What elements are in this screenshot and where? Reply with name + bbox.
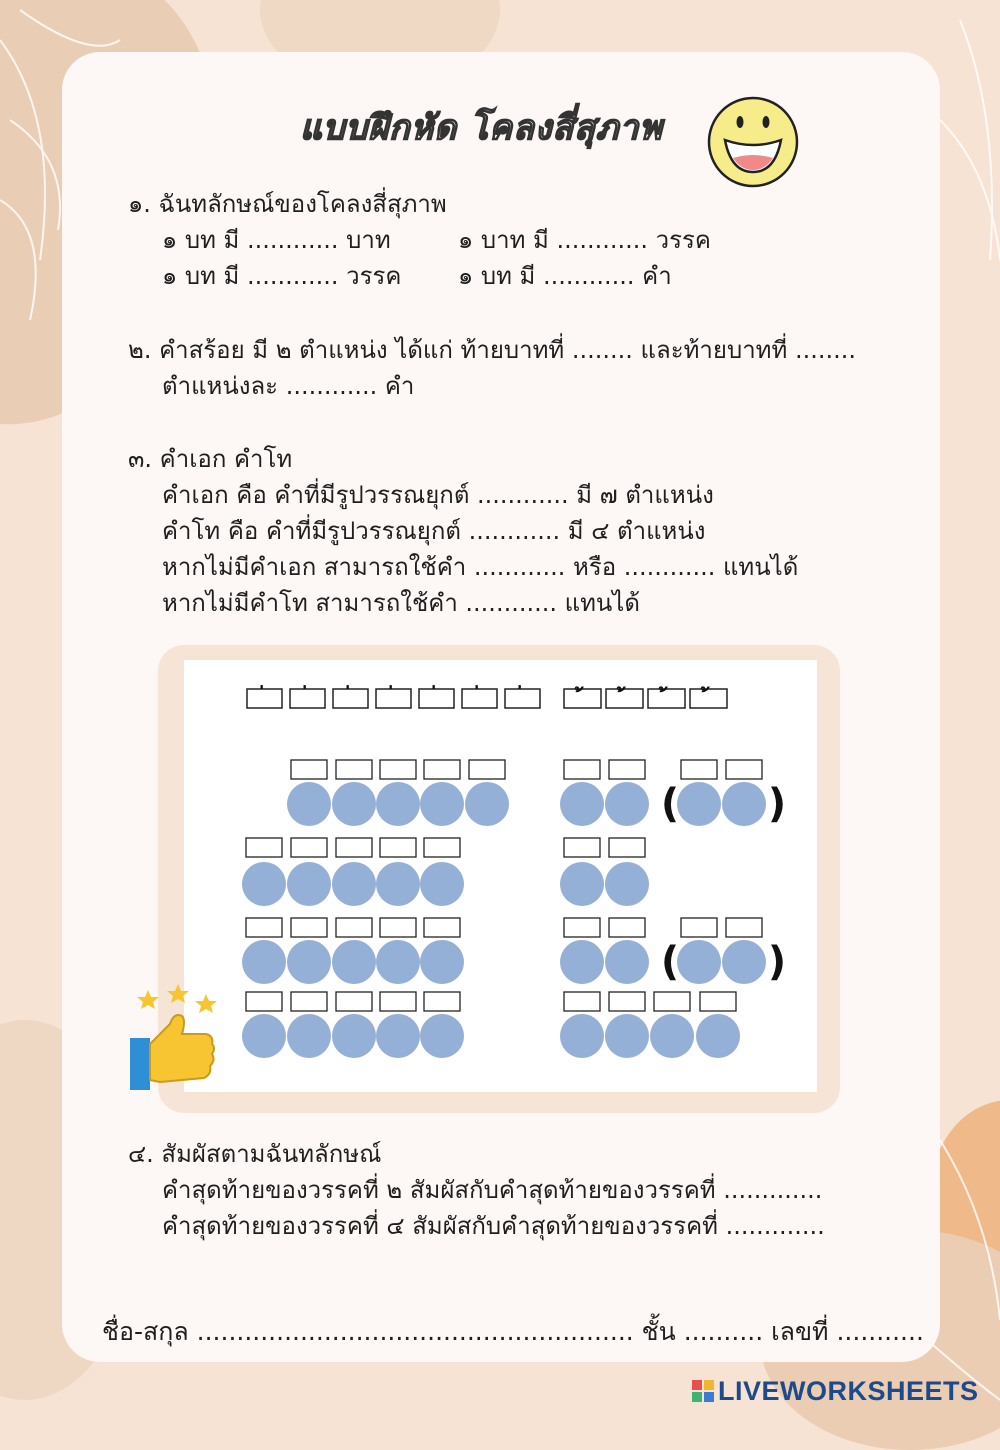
syllable-box — [609, 838, 645, 857]
syllable-box — [291, 992, 327, 1011]
syllable-box — [424, 992, 460, 1011]
syllable-box — [291, 760, 327, 779]
q3-line3: หากไม่มีคำเอก สามารถใช้คำ ............ หรือ ............ แทนได้ — [162, 553, 799, 581]
syllable-box — [336, 760, 372, 779]
syllable-box — [246, 838, 282, 857]
syllable-circle — [376, 940, 420, 984]
soi-syllable-circle — [677, 940, 721, 984]
syllable-circle — [332, 940, 376, 984]
syllable-circle — [287, 782, 331, 826]
syllable-circle — [420, 1014, 464, 1058]
syllable-circle — [287, 862, 331, 906]
soi-syllable-box — [681, 760, 717, 779]
syllable-box — [424, 838, 460, 857]
syllable-circle — [242, 862, 286, 906]
syllable-box — [654, 992, 690, 1011]
syllable-box — [469, 760, 505, 779]
syllable-circle — [332, 862, 376, 906]
syllable-circle — [242, 940, 286, 984]
syllable-circle — [605, 1014, 649, 1058]
syllable-box — [336, 838, 372, 857]
syllable-box — [564, 760, 600, 779]
syllable-box — [700, 992, 736, 1011]
syllable-circle — [332, 782, 376, 826]
syllable-box — [380, 838, 416, 857]
q3-line1: คำเอก คือ คำที่มีรูปวรรณยุกต์ ............ มี ๗ ตำแหน่ง — [162, 481, 714, 509]
syllable-box — [246, 992, 282, 1011]
legend-box-ek — [462, 689, 497, 708]
syllable-circle — [332, 1014, 376, 1058]
close-paren: ) — [767, 781, 787, 827]
legend-box-ek — [419, 689, 454, 708]
soi-syllable-circle — [722, 782, 766, 826]
syllable-box — [424, 760, 460, 779]
syllable-circle — [696, 1014, 740, 1058]
syllable-circle — [287, 940, 331, 984]
legend-box-ek — [247, 689, 282, 708]
syllable-circle — [287, 1014, 331, 1058]
legend-box-ek — [290, 689, 325, 708]
syllable-circle — [420, 862, 464, 906]
open-paren: ( — [660, 939, 680, 985]
syllable-circle — [420, 782, 464, 826]
liveworksheets-watermark — [692, 1374, 979, 1408]
q4-heading: ๔. สัมผัสตามฉันทลักษณ์ — [128, 1140, 382, 1168]
syllable-circle — [560, 782, 604, 826]
soi-syllable-box — [726, 760, 762, 779]
thumbs-up-icon — [126, 984, 222, 1094]
legend-box-tho — [606, 689, 643, 708]
q2-line2: ตำแหน่งละ ............ คำ — [162, 372, 415, 400]
syllable-box — [246, 918, 282, 937]
syllable-box — [609, 992, 645, 1011]
syllable-circle — [376, 1014, 420, 1058]
legend-box-ek — [505, 689, 540, 708]
syllable-box — [609, 760, 645, 779]
syllable-circle — [465, 782, 509, 826]
soi-syllable-box — [726, 918, 762, 937]
syllable-box — [336, 992, 372, 1011]
syllable-box — [380, 760, 416, 779]
legend-box-ek — [333, 689, 368, 708]
soi-syllable-circle — [677, 782, 721, 826]
syllable-circle — [605, 862, 649, 906]
syllable-circle — [420, 940, 464, 984]
legend-box-tho — [648, 689, 685, 708]
q1-line2-left: ๑ บท มี ............ วรรค — [162, 262, 402, 290]
syllable-circle — [560, 862, 604, 906]
syllable-circle — [650, 1014, 694, 1058]
legend-box-tho — [564, 689, 601, 708]
q3-line4: หากไม่มีคำโท สามารถใช้คำ ............ แทนได้ — [162, 589, 640, 617]
syllable-circle — [376, 782, 420, 826]
q1-line2-right: ๑ บท มี ............ คำ — [458, 262, 672, 290]
q3-line2: คำโท คือ คำที่มีรูปวรรณยุกต์ ............ มี ๔ ตำแหน่ง — [162, 517, 706, 545]
open-paren: ( — [660, 781, 680, 827]
syllable-box — [336, 918, 372, 937]
syllable-circle — [560, 1014, 604, 1058]
q1-line1-right: ๑ บาท มี ............ วรรค — [458, 226, 711, 254]
syllable-circle — [242, 1014, 286, 1058]
close-paren: ) — [767, 939, 787, 985]
syllable-box — [564, 992, 600, 1011]
page-title: แบบฝึกหัด โคลงสี่สุภาพ — [300, 108, 663, 148]
q4-line1: คำสุดท้ายของวรรคที่ ๒ สัมผัสกับคำสุดท้ายของวรรคที่ ............. — [162, 1176, 823, 1204]
soi-syllable-box — [681, 918, 717, 937]
syllable-circle — [560, 940, 604, 984]
syllable-box — [380, 992, 416, 1011]
syllable-box — [564, 918, 600, 937]
syllable-box — [291, 918, 327, 937]
liveworksheets-logo-icon — [692, 1380, 714, 1402]
syllable-circle — [605, 782, 649, 826]
legend-box-tho — [690, 689, 727, 708]
syllable-circle — [376, 862, 420, 906]
syllable-box — [609, 918, 645, 937]
syllable-box — [380, 918, 416, 937]
syllable-box — [424, 918, 460, 937]
q1-line1-left: ๑ บท มี ............ บาท — [162, 226, 391, 254]
syllable-box — [291, 838, 327, 857]
q4-line2: คำสุดท้ายของวรรคที่ ๔ สัมผัสกับคำสุดท้ายของวรรคที่ ............. — [162, 1212, 825, 1240]
syllable-box — [564, 838, 600, 857]
syllable-circle — [605, 940, 649, 984]
watermark-text: LIVEWORKSHEETS — [718, 1375, 979, 1406]
name-class-number-line: ชื่อ-สกุล ....................................................... ชั้น .......... เลขที่ ........... — [102, 1317, 924, 1346]
soi-syllable-circle — [722, 940, 766, 984]
legend-box-ek — [376, 689, 411, 708]
q2-line1: ๒. คำสร้อย มี ๒ ตำแหน่ง ได้แก่ ท้ายบาทที่ ........ และท้ายบาทที่ ........ — [128, 336, 856, 364]
q1-heading: ๑. ฉันทลักษณ์ของโคลงสี่สุภาพ — [128, 190, 447, 218]
q3-heading: ๓. คำเอก คำโท — [128, 445, 293, 473]
